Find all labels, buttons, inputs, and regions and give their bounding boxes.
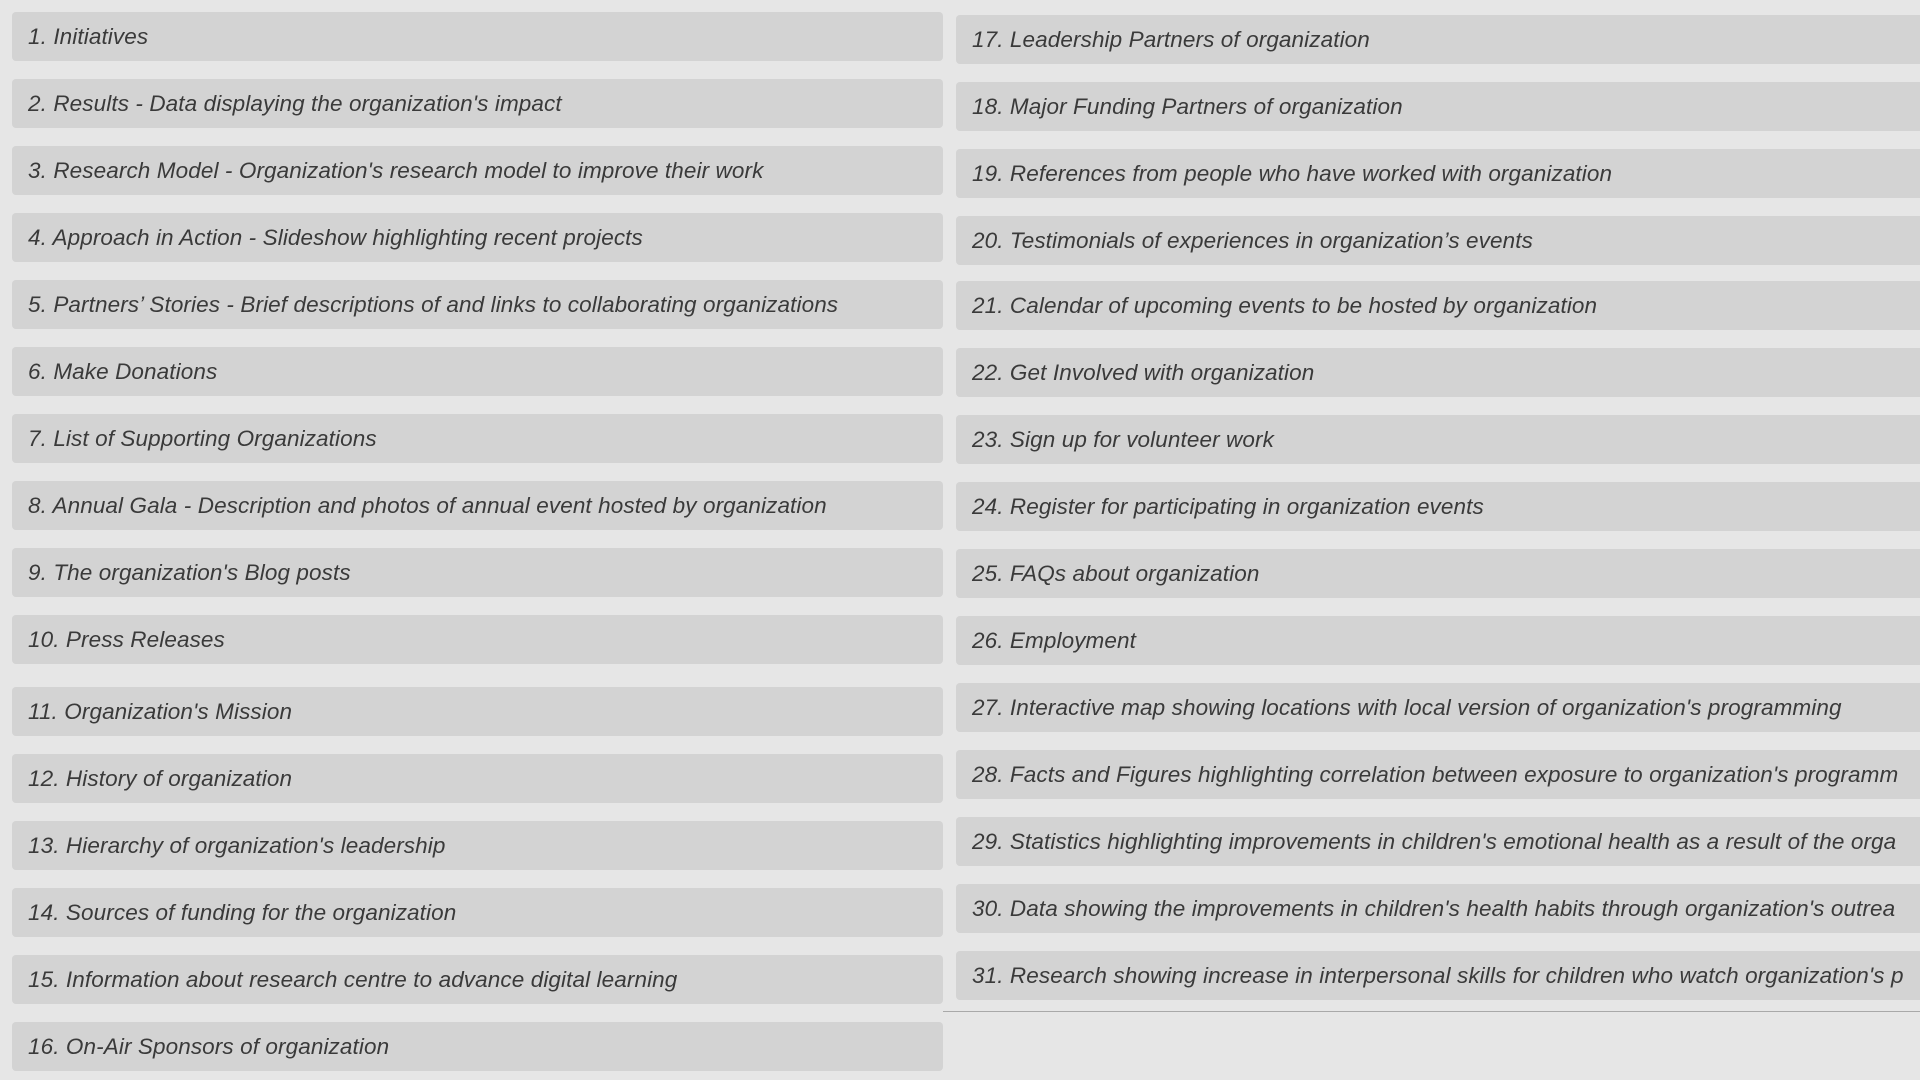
card-label: 17. Leadership Partners of organization <box>972 26 1370 52</box>
card-label: 3. Research Model - Organization's research model to improve their work <box>28 157 764 183</box>
card-label: 10. Press Releases <box>28 626 225 652</box>
card-item[interactable] <box>12 79 943 128</box>
card-item[interactable] <box>12 1022 943 1071</box>
card-label: 12. History of organization <box>28 765 293 791</box>
card-item[interactable] <box>12 955 943 1004</box>
card-label: 4. Approach in Action - Slideshow highlighting recent projects <box>28 224 643 250</box>
card-label: 9. The organization's Blog posts <box>28 559 351 585</box>
card-item[interactable] <box>12 213 943 262</box>
card-label: 27. Interactive map showing locations with local version of organization's programming <box>972 694 1842 720</box>
card-item[interactable] <box>956 884 1920 933</box>
card-label: 31. Research showing increase in interpersonal skills for children who watch organization's p <box>972 962 1904 988</box>
card-label: 19. References from people who have worked with organization <box>972 160 1613 186</box>
card-item[interactable] <box>956 951 1920 1000</box>
card-item[interactable] <box>956 82 1920 131</box>
right-card-column <box>940 0 1920 1080</box>
card-label: 6. Make Donations <box>28 358 218 384</box>
card-label: 15. Information about research centre to advance digital learning <box>28 966 678 992</box>
card-label: 14. Sources of funding for the organization <box>28 899 457 925</box>
card-label: 24. Register for participating in organization events <box>972 493 1484 519</box>
card-label: 11. Organization's Mission <box>28 698 293 724</box>
card-item[interactable] <box>956 750 1920 799</box>
card-item[interactable] <box>956 616 1920 665</box>
card-label: 30. Data showing the improvements in children's health habits through organization's outrea <box>972 895 1896 921</box>
card-item[interactable] <box>12 12 943 61</box>
card-item[interactable] <box>12 754 943 803</box>
card-item[interactable] <box>12 481 943 530</box>
card-item[interactable] <box>956 15 1920 64</box>
card-item[interactable] <box>12 615 943 664</box>
card-item[interactable] <box>12 687 943 736</box>
card-label: 2. Results - Data displaying the organization's impact <box>28 90 562 116</box>
card-item[interactable] <box>12 414 943 463</box>
card-item[interactable] <box>12 146 943 195</box>
card-label: 5. Partners’ Stories - Brief descriptions of and links to collaborating organizations <box>28 291 839 317</box>
card-label: 13. Hierarchy of organization's leadership <box>28 832 446 858</box>
card-label: 22. Get Involved with organization <box>972 359 1315 385</box>
card-item[interactable] <box>956 482 1920 531</box>
card-label: 21. Calendar of upcoming events to be hosted by organization <box>972 292 1598 318</box>
card-item[interactable] <box>956 817 1920 866</box>
card-item[interactable] <box>956 683 1920 732</box>
card-item[interactable] <box>956 549 1920 598</box>
card-label: 8. Annual Gala - Description and photos of annual event hosted by organization <box>28 492 827 518</box>
card-item[interactable] <box>12 548 943 597</box>
card-item[interactable] <box>956 415 1920 464</box>
card-item[interactable] <box>956 216 1920 265</box>
card-item[interactable] <box>12 347 943 396</box>
card-item[interactable] <box>956 149 1920 198</box>
card-label: 23. Sign up for volunteer work <box>972 426 1274 452</box>
card-label: 26. Employment <box>972 627 1136 653</box>
card-label: 16. On-Air Sponsors of organization <box>28 1033 390 1059</box>
card-item[interactable] <box>956 281 1920 330</box>
card-label: 25. FAQs about organization <box>972 560 1260 586</box>
card-label: 29. Statistics highlighting improvements in children's emotional health as a result of the orga <box>972 828 1897 854</box>
card-label: 7. List of Supporting Organizations <box>28 425 377 451</box>
card-label: 20. Testimonials of experiences in organization’s events <box>972 227 1533 253</box>
card-label: 28. Facts and Figures highlighting correlation between exposure to organization's programm <box>972 761 1899 787</box>
card-item[interactable] <box>12 280 943 329</box>
card-item[interactable] <box>956 348 1920 397</box>
column-divider <box>943 1011 1920 1012</box>
card-label: 18. Major Funding Partners of organization <box>972 93 1403 119</box>
card-item[interactable] <box>12 821 943 870</box>
card-label: 1. Initiatives <box>28 23 149 49</box>
card-item[interactable] <box>12 888 943 937</box>
